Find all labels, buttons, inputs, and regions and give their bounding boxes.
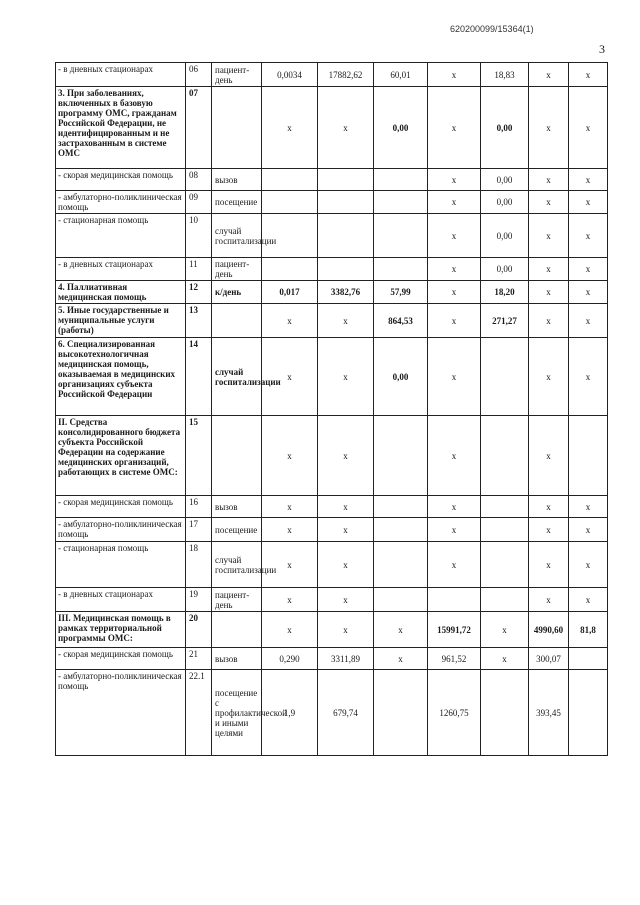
cell-budget-per-capita: 57,99 <box>374 281 428 304</box>
cell-budget-per-capita: 864,53 <box>374 304 428 338</box>
cell-volume <box>262 258 318 281</box>
cell-budget-total <box>481 518 529 542</box>
cell-budget-per-capita <box>374 542 428 588</box>
cell-percent: х <box>569 214 608 258</box>
cell-oms-per-capita: х <box>428 281 481 304</box>
cell-oms-per-capita: х <box>428 304 481 338</box>
cell-volume <box>262 169 318 191</box>
table-row <box>56 281 608 304</box>
row-unit: случай госпитализации <box>212 214 262 258</box>
cell-budget-total: 0,00 <box>481 87 529 169</box>
row-unit: посещение <box>212 191 262 214</box>
cell-oms-total: х <box>529 496 569 518</box>
table-row <box>56 87 608 169</box>
cell-volume: х <box>262 518 318 542</box>
cell-budget-total: 271,27 <box>481 304 529 338</box>
cell-budget-total <box>481 588 529 612</box>
cell-cost <box>318 169 374 191</box>
cell-oms-per-capita: х <box>428 338 481 416</box>
cell-oms-per-capita: х <box>428 169 481 191</box>
cell-cost: х <box>318 496 374 518</box>
row-code: 20 <box>186 612 212 648</box>
cell-volume: 0,290 <box>262 648 318 670</box>
row-code: 07 <box>186 87 212 169</box>
row-code: 09 <box>186 191 212 214</box>
table-row <box>56 258 608 281</box>
cell-volume: х <box>262 542 318 588</box>
cell-budget-per-capita <box>374 214 428 258</box>
row-name: - амбулаторно-поликлиническая помощь <box>56 670 186 756</box>
table-row <box>56 518 608 542</box>
cell-percent: х <box>569 63 608 87</box>
cell-budget-per-capita <box>374 588 428 612</box>
row-unit: случай госпитализации <box>212 542 262 588</box>
cell-volume: 0,017 <box>262 281 318 304</box>
cell-volume: х <box>262 87 318 169</box>
cell-budget-per-capita: 0,00 <box>374 338 428 416</box>
row-unit: пациент-день <box>212 588 262 612</box>
row-code: 14 <box>186 338 212 416</box>
cell-budget-per-capita <box>374 169 428 191</box>
cell-budget-per-capita <box>374 191 428 214</box>
cell-oms-per-capita: 961,52 <box>428 648 481 670</box>
cell-percent <box>569 416 608 496</box>
cell-oms-per-capita <box>428 588 481 612</box>
cell-cost: х <box>318 338 374 416</box>
cell-percent: х <box>569 496 608 518</box>
cell-oms-per-capita: х <box>428 416 481 496</box>
cell-oms-per-capita: х <box>428 258 481 281</box>
table-row <box>56 648 608 670</box>
row-code: 15 <box>186 416 212 496</box>
table-row <box>56 214 608 258</box>
row-name: - в дневных стационарах <box>56 588 186 612</box>
cell-budget-per-capita <box>374 670 428 756</box>
cell-percent: 81,8 <box>569 612 608 648</box>
cell-oms-total: х <box>529 588 569 612</box>
cell-budget-total: 0,00 <box>481 169 529 191</box>
table-row <box>56 588 608 612</box>
cell-budget-per-capita <box>374 496 428 518</box>
row-code: 22.1 <box>186 670 212 756</box>
table-row <box>56 496 608 518</box>
table-row <box>56 670 608 756</box>
cell-percent: х <box>569 281 608 304</box>
funding-table <box>55 62 608 756</box>
cell-oms-total: 4990,60 <box>529 612 569 648</box>
row-code: 08 <box>186 169 212 191</box>
cell-oms-total: х <box>529 304 569 338</box>
cell-percent: х <box>569 542 608 588</box>
row-name: - амбулаторно-поликлиническая помощь <box>56 518 186 542</box>
cell-budget-total <box>481 416 529 496</box>
cell-budget-total: 0,00 <box>481 214 529 258</box>
row-unit <box>212 304 262 338</box>
cell-oms-per-capita: 1260,75 <box>428 670 481 756</box>
row-name: III. Медицинская помощь в рамках территориальной программы ОМС: <box>56 612 186 648</box>
cell-oms-total: 393,45 <box>529 670 569 756</box>
cell-percent: х <box>569 338 608 416</box>
cell-volume: х <box>262 416 318 496</box>
cell-budget-total: 0,00 <box>481 191 529 214</box>
cell-budget-per-capita <box>374 416 428 496</box>
cell-volume: х <box>262 588 318 612</box>
cell-volume: 1,9 <box>262 670 318 756</box>
row-unit: случай госпитализации <box>212 338 262 416</box>
row-unit: вызов <box>212 496 262 518</box>
row-code: 12 <box>186 281 212 304</box>
cell-cost <box>318 258 374 281</box>
row-unit: к/день <box>212 281 262 304</box>
row-unit <box>212 416 262 496</box>
row-code: 21 <box>186 648 212 670</box>
row-name: 6. Специализированная высокотехнологичная медицинская помощь, оказываемая в медицинских организациях субъекта Российской Федерации <box>56 338 186 416</box>
row-code: 13 <box>186 304 212 338</box>
cell-budget-per-capita: х <box>374 648 428 670</box>
cell-percent <box>569 648 608 670</box>
row-name: - стационарная помощь <box>56 214 186 258</box>
cell-budget-total: х <box>481 648 529 670</box>
cell-oms-per-capita: х <box>428 214 481 258</box>
cell-oms-total: х <box>529 87 569 169</box>
cell-cost: 679,74 <box>318 670 374 756</box>
cell-budget-per-capita: х <box>374 612 428 648</box>
cell-oms-per-capita: х <box>428 191 481 214</box>
cell-percent: х <box>569 518 608 542</box>
document-number: 620200099/15364(1) <box>450 24 534 34</box>
cell-oms-per-capita: 15991,72 <box>428 612 481 648</box>
cell-budget-per-capita: 0,00 <box>374 87 428 169</box>
row-name: - скорая медицинская помощь <box>56 169 186 191</box>
cell-oms-total: х <box>529 258 569 281</box>
cell-oms-per-capita: х <box>428 496 481 518</box>
cell-budget-total <box>481 496 529 518</box>
table-row <box>56 63 608 87</box>
cell-volume: х <box>262 496 318 518</box>
row-name: 3. При заболеваниях, включенных в базовую программу ОМС, гражданам Российской Федерации, не идентифицированным и не застрахованным в системе ОМС <box>56 87 186 169</box>
row-unit: пациент-день <box>212 258 262 281</box>
cell-cost: х <box>318 304 374 338</box>
cell-oms-total: 300,07 <box>529 648 569 670</box>
table-row <box>56 338 608 416</box>
cell-percent: х <box>569 258 608 281</box>
row-unit: посещение с профилактической и иными целями <box>212 670 262 756</box>
table-row <box>56 542 608 588</box>
row-name: II. Средства консолидированного бюджета субъекта Российской Федерации на содержание медицинских организаций, работающих в системе ОМС: <box>56 416 186 496</box>
cell-budget-per-capita <box>374 258 428 281</box>
table-row <box>56 169 608 191</box>
cell-oms-total: х <box>529 518 569 542</box>
cell-oms-total: х <box>529 338 569 416</box>
cell-oms-per-capita: х <box>428 87 481 169</box>
cell-cost <box>318 214 374 258</box>
row-unit <box>212 612 262 648</box>
cell-oms-total: х <box>529 169 569 191</box>
row-code: 10 <box>186 214 212 258</box>
row-code: 06 <box>186 63 212 87</box>
cell-budget-total <box>481 338 529 416</box>
row-unit: вызов <box>212 169 262 191</box>
cell-budget-total: х <box>481 612 529 648</box>
cell-percent: х <box>569 191 608 214</box>
row-name: - амбулаторно-поликлиническая помощь <box>56 191 186 214</box>
table-row <box>56 304 608 338</box>
cell-percent: х <box>569 588 608 612</box>
row-unit: пациент-день <box>212 63 262 87</box>
row-code: 17 <box>186 518 212 542</box>
cell-budget-per-capita <box>374 518 428 542</box>
cell-budget-total <box>481 542 529 588</box>
table-row <box>56 191 608 214</box>
row-name: - в дневных стационарах <box>56 258 186 281</box>
row-code: 11 <box>186 258 212 281</box>
cell-oms-per-capita: х <box>428 542 481 588</box>
row-name: - в дневных стационарах <box>56 63 186 87</box>
cell-oms-total: х <box>529 542 569 588</box>
cell-oms-total: х <box>529 191 569 214</box>
table-row <box>56 416 608 496</box>
cell-cost: х <box>318 588 374 612</box>
cell-percent <box>569 670 608 756</box>
cell-cost: х <box>318 542 374 588</box>
cell-oms-total: х <box>529 63 569 87</box>
cell-oms-per-capita: х <box>428 518 481 542</box>
cell-volume: 0,0034 <box>262 63 318 87</box>
cell-cost: х <box>318 87 374 169</box>
cell-budget-total: 18,20 <box>481 281 529 304</box>
cell-cost: х <box>318 612 374 648</box>
row-code: 18 <box>186 542 212 588</box>
cell-percent: х <box>569 169 608 191</box>
row-name: 4. Паллиативная медицинская помощь <box>56 281 186 304</box>
row-name: - скорая медицинская помощь <box>56 648 186 670</box>
cell-oms-total: х <box>529 214 569 258</box>
cell-oms-per-capita: х <box>428 63 481 87</box>
cell-volume: х <box>262 338 318 416</box>
row-name: - скорая медицинская помощь <box>56 496 186 518</box>
cell-budget-per-capita: 60,01 <box>374 63 428 87</box>
cell-volume: х <box>262 304 318 338</box>
cell-cost: 3311,89 <box>318 648 374 670</box>
row-unit <box>212 87 262 169</box>
cell-cost <box>318 191 374 214</box>
page-number: 3 <box>599 42 605 56</box>
cell-volume: х <box>262 612 318 648</box>
cell-cost: х <box>318 518 374 542</box>
cell-percent: х <box>569 304 608 338</box>
cell-oms-total: х <box>529 281 569 304</box>
row-code: 16 <box>186 496 212 518</box>
row-code: 19 <box>186 588 212 612</box>
cell-volume <box>262 191 318 214</box>
cell-budget-total: 18,83 <box>481 63 529 87</box>
row-name: 5. Иные государственные и муниципальные услуги (работы) <box>56 304 186 338</box>
table-row <box>56 612 608 648</box>
cell-budget-total: 0,00 <box>481 258 529 281</box>
cell-cost: х <box>318 416 374 496</box>
cell-oms-total: х <box>529 416 569 496</box>
row-unit: посещение <box>212 518 262 542</box>
row-name: - стационарная помощь <box>56 542 186 588</box>
cell-percent: х <box>569 87 608 169</box>
row-unit: вызов <box>212 648 262 670</box>
cell-cost: 17882,62 <box>318 63 374 87</box>
cell-cost: 3382,76 <box>318 281 374 304</box>
cell-budget-total <box>481 670 529 756</box>
